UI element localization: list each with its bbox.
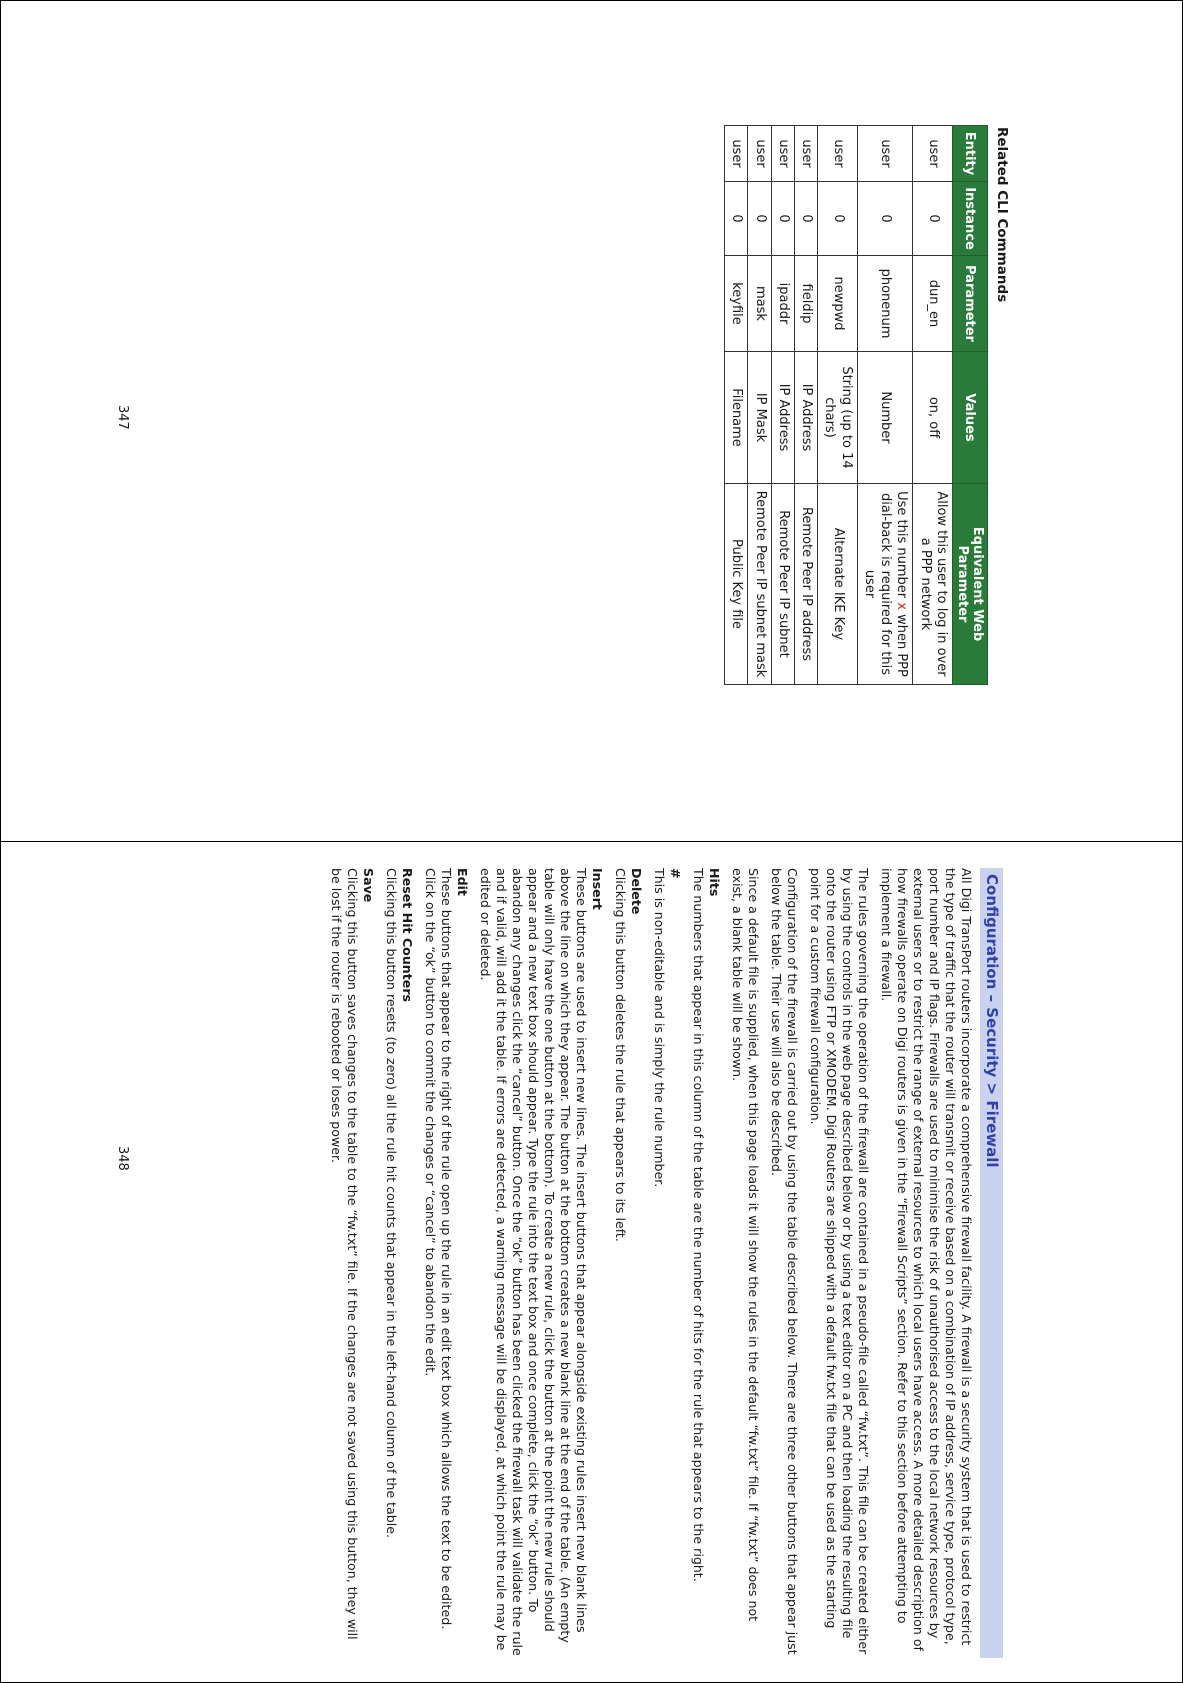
table-header-row <box>953 126 988 685</box>
cell-parameter: dun_en <box>913 256 953 352</box>
web-text-after: when PPP dial-back is required for this user <box>862 492 910 677</box>
insert-heading: Insert <box>590 868 606 910</box>
save-paragraph: Clicking this button saves changes to the table to the “fw.txt” file. If the changes are not saved using this button, they will be lost if the router is rebooted or loses power. <box>329 868 361 1640</box>
cell-instance: 0 <box>795 182 818 256</box>
rules-paragraph: The rules governing the operation of the firewall are contained in a pseudo-file called “fw.txt”. This file can be created either by using the controls in the web page described below or by using a text editor on a PC and then loading the resulting file onto the router using FTP or XMODEM. Digi Routers are shipped with a default fw.txt file that can be used as the starting point for a custom firewall configuration. <box>808 868 872 1655</box>
cell-entity: user <box>748 126 771 182</box>
intro-paragraph: All Digi TransPort routers incorporate a comprehensive firewall facility. A firewall is a security system that is used to restrict the type of traffic that the router will transmit or receive based on a combination of IP address, service type, protocol type, port number and IP flags. Firewalls are used to minimise the risk of unauthorised access to the local network resources by external users or to restrict the range of external resources to which local users have access. A more detailed description of how firewalls operate on Digi routers is given in the “Firewall Scripts” section. Refer to this section before attempting to implement a firewall. <box>879 868 974 1651</box>
cell-values: IP Address <box>795 352 818 484</box>
page-number-348: 348 <box>115 1146 130 1171</box>
cell-parameter: ipaddr <box>771 256 794 352</box>
hash-heading: # <box>668 868 684 879</box>
cell-web-parameter: Allow this user to log in over a PPP network <box>913 484 953 685</box>
reset-heading: Reset Hit Counters <box>400 868 416 1003</box>
cell-web-parameter: Remote Peer IP address <box>795 484 818 685</box>
insert-paragraph: These buttons are used to insert new lines. The insert buttons that appear alongside existing rules insert new blank lines above the line on which they appear. The button at the bottom creates a new blank line at the end of the table. (An empty table will only have the one button at the bottom). To create a new rule, click the button at the point the new rule should appear and a new text box should appear. Type the rule into the text box and once complete, click the “ok” button. To abandon any changes click the “cancel” button. Once the “ok” button has been clicked the firewall task will validate the rule and if valid, will add it the table. If errors are detected, a warning message will be displayed, at which point the rule may be edited or deleted. <box>478 868 590 1656</box>
cell-instance: 0 <box>771 182 794 256</box>
page-347 <box>190 125 1010 685</box>
save-heading: Save <box>361 868 377 903</box>
hits-paragraph: The numbers that appear in this column of the table are the number of hits for the rule that appears to the right. <box>691 868 707 1582</box>
column-header-instance: Instance <box>953 182 988 256</box>
column-header-parameter: Parameter <box>953 256 988 352</box>
cell-values: Number <box>857 352 913 484</box>
cell-instance: 0 <box>913 182 953 256</box>
cell-web-parameter: Alternate IKE Key <box>818 484 858 685</box>
table-row <box>771 126 794 685</box>
table-row <box>748 126 771 685</box>
cli-commands-table <box>724 125 988 685</box>
cell-instance: 0 <box>857 182 913 256</box>
cell-parameter: phonenum <box>857 256 913 352</box>
section-banner: Configuration – Security > Firewall <box>980 868 1003 1658</box>
red-x-marker: x <box>894 602 910 610</box>
cell-instance: 0 <box>818 182 858 256</box>
page-divider <box>0 841 1183 842</box>
cell-instance: 0 <box>725 182 748 256</box>
delete-paragraph: Clicking this button deletes the rule that appears to its left. <box>613 868 629 1242</box>
section-title: Related CLI Commands <box>994 127 1010 303</box>
config-paragraph: Configuration of the firewall is carried out by using the table described below. There are three other buttons that appear just below the table. Their use will also be described. <box>769 868 801 1655</box>
cell-values: Filename <box>725 352 748 484</box>
cell-web-parameter: Public Key file <box>725 484 748 685</box>
cell-values: IP Address <box>771 352 794 484</box>
cell-values: IP Mask <box>748 352 771 484</box>
table-row <box>818 126 858 685</box>
cell-entity: user <box>725 126 748 182</box>
cell-parameter: mask <box>748 256 771 352</box>
cell-parameter: keyfile <box>725 256 748 352</box>
edit-heading: Edit <box>455 868 471 896</box>
page-348 <box>173 868 1003 1658</box>
table-row <box>913 126 953 685</box>
cell-entity: user <box>771 126 794 182</box>
cell-instance: 0 <box>748 182 771 256</box>
cell-entity: user <box>913 126 953 182</box>
cell-web-parameter: Remote Peer IP subnet mask <box>748 484 771 685</box>
page-number-347: 347 <box>115 405 130 430</box>
table-row <box>795 126 818 685</box>
cell-entity: user <box>857 126 913 182</box>
cell-values: String (up to 14 chars) <box>818 352 858 484</box>
hash-paragraph: This is non-editable and is simply the rule number. <box>652 868 668 1188</box>
edit-paragraph: These buttons that appear to the right of the rule open up the rule in an edit text box which allows the text to be edited. Click on the “ok” button to commit the changes or “cancel” to abandon the edit. <box>423 868 455 1630</box>
cell-entity: user <box>818 126 858 182</box>
hits-heading: Hits <box>707 868 723 897</box>
table-row <box>857 126 913 685</box>
delete-heading: Delete <box>629 868 645 915</box>
cell-parameter: fieldip <box>795 256 818 352</box>
column-header-values: Values <box>953 352 988 484</box>
column-header-web-parameter: Equivalent Web Parameter <box>953 484 988 685</box>
web-text-before: Use this number <box>894 491 910 603</box>
cell-web-parameter: Remote Peer IP subnet <box>771 484 794 685</box>
default-paragraph: Since a default file is supplied, when this page loads it will show the rules in the default “fw.txt” file. If “fw.txt” does not exist, a blank table will be shown. <box>730 868 762 1622</box>
reset-paragraph: Clicking this button resets (to zero) all the rule hit counts that appear in the left-hand column of the table. <box>384 868 400 1539</box>
cell-entity: user <box>795 126 818 182</box>
cell-values: on, off <box>913 352 953 484</box>
table-row <box>725 126 748 685</box>
column-header-entity: Entity <box>953 126 988 182</box>
cell-parameter: newpwd <box>818 256 858 352</box>
cell-web-parameter <box>857 484 913 685</box>
